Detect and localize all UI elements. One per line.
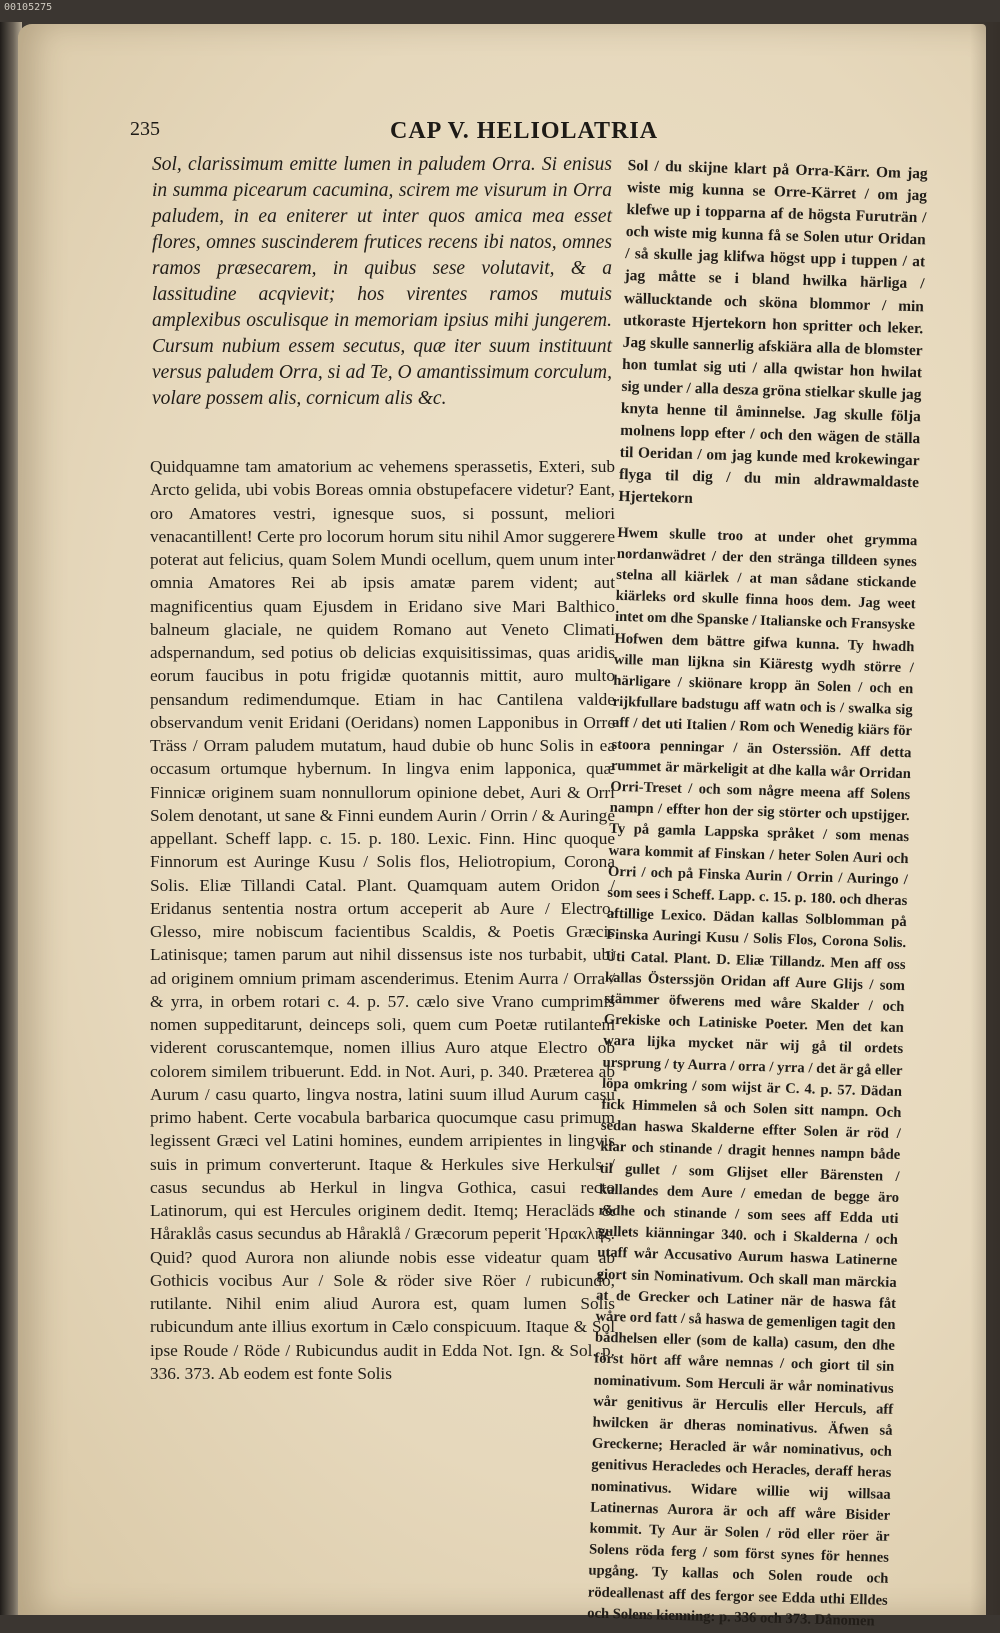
swedish-commentary-text: Hwem skulle troo at under ohet grymma nordanwädret / der den stränga tilldeen synes stelna all kiärlek / at man sådane stickande kiärleks ord skulle finna hoos dem. Jag weet intet om dhe Spanske / Italianske och Fransyske Hofwen dem bättre gifwa kunna. Ty hwadh wille man lijkna sin Kiärestg wydh större / härligare / skiönare kropp än Solen / och en rijkfullare badstugu aff watn och is / swalka sig aff / det uti Italien / Rom och Wenedig kiärs för stoora penningar / än Osterssiön. Aff detta rummet är märkeligit at dhe kalla wår Orridan Orri-Treset / och som någre meena aff Solens nampn / effter hon der sig störter och upstijger. Ty på gamla Lappska språket / som menas wara kommit af Finskan / heter Solen Auri och Orri / och på Finska Aurin / Orrin / Auringo / som sees i Scheff. Lapp. c. 15. p. 180. och dheras aftillige Lexico. Dädan kallas Solblomman på Finska Auringi Kusu / Solis Flos, Corona Solis. Uti Catal. Plant. D. Eliæ Tillandz. Men aff oss kallas Österssjön Oridan aff Aure Glijs / som stämmer öfwerens med wåre Skalder / och Grekiske och Latiniske Poeter. Men det kan wara lijka mycket när wij gå til ordets ursprung / ty Aurra / orra / yrra / det är gå eller löpa omkring / som wijst är C. 4. p. 57. Dädan fick Himmelen så och Solen sitt nampn. Och sedan haswa Skalderne effter Solen är röd / klar och stinande / dragit hennes nampn både til gullet / som Glijset eller Bärensten / kallandes dem Aure / emedan de begge äro rödhe och stinande / som sees aff Edda uti gullets kiänningar 340. och i Skalderna / och utaff wår Accusativo Aurum haswa Latinerne giort sin Nominativum. Och skall man märckia at de Grecker och Latiner när de haswa fåt wåre ord fatt / så haswa de gemenligen tagit den bådhelsen eller (som de kalla) casum, den dhe först hört aff wåre nemnas / och giort til sin nominativum. Som Herculi är wår nominativus wår genitivus är Herculis eller Herculs, aff hwilcken är dheras nominativus. Äfwen så Greckerne; Heracled är wår nominativus, och genitivus Heracledes och Heracles, deraff heras nominativus. Widare willie wij willsaa Latinernas Aurora är och aff wåre Bisider kommit. Ty Aur är Solen / röd eller röer är Solens röda ferg / som först synes för hennes upgång. Ty kallas och Solen roude och rödeallenast aff des fergor see Edda uthi Elldes och Solens kienning: p. 336 och 373. Dånomen — [587, 524, 918, 1630]
page-shadow — [970, 22, 1000, 1615]
page-number: 235 — [130, 118, 160, 140]
running-head: CAP V. HELIOLATRIA — [390, 118, 659, 144]
scan-id: 00105275 — [4, 2, 53, 13]
swedish-verse-text: Sol / du skijne klart på Orra-Kärr. Om jag wiste mig kunna se Orre-Kärret / om jag klefwe up i topparna af de högsta Furuträn / och wiste mig kunna få se Solen utur Oridan / så skulle jag klifwa högst upp i tuppen / at jag måtte se i bland hwilka härliga / wällucktande och sköna blommor / min utkoraste Hjertekorn hon spritter och leker. Jag skulle sannerlig afskiära alla de blomster hon tumlat sig uti / alla qwistar hon hwilat sig under / alla desza gröna stielkar skulle jag knyta henne til åminnelse. Jag skulle följa molnens lopp efter / och den wägen de ställa til Oeridan / om jag kunde med krokewingar flyga til dig / du min aldrawmaldaste Hjertekorn — [618, 156, 928, 508]
latin-italic-text: Sol, clarissimum emitte lumen in paludem Orra. Si enisus in summa picearum cacumina, scirem me visurum in Orra paludem, in ea eniterer ut inter quos amica mea esset flores, omnes suscinderem frutices recens ibi natos, omnes ramos præsecarem, in quibus sese volutavit, & a lassitudine acqvievit; hos virentes ramos mutuis amplexibus osculisque in memoriam ipsius mihi jungerem. Cursum nubium essem secutus, quæ iter suum instituunt versus paludem Orra, si ad Te, O amantissimum corculum, volare possem alis, cornicum alis &c. — [152, 154, 612, 409]
latin-commentary — [150, 455, 615, 1385]
latin-commentary-text: Quidquamne tam amatorium ac vehemens sperassetis, Exteri, sub Arcto gelida, ubi vobis Boreas omnia obstupefacere videtur? Eant, oro Amatores vestri, ignesque suos, si possunt, meliori venacantillent! Certe pro locorum horum situ nihil Amor suggerere poterat aut felicius, quam Solem Mundi ocellum, quem unum inter omnia Amatores Rei ab ipsis amatæ parem vident; aut magnificentius quam Ejusdem in Eridano sive Mari Balthico balneum glaciale, ne quidem Romano aut Veneto Climati adspernandum, sed potius ob delicias exquisitissimas, quas aridis eorum faucibus in potu frigidæ quotannis mittit, aurо multo pensandum redimendumque. Etiam in hac Cantilena valde observandum venit Eridani (Oeridans) nomen Lapponibus in Orre Träss / Orram paludem mutatum, haud dubie ob hunc Solis in ea occasum ortumque hybernum. In lingva enim lapponica, quæ Finnicæ originem suam nonnullorum opinione debet, Auri & Orri Solem denotant, ut sane & Finni eundem Aurin / Orrin / & Auringe appellant. Scheff lapp. c. 15. p. 180. Lexic. Finn. Hinc quoque Finnorum est Auringe Kusu / Solis flos, Heliotropium, Corona Solis. Eliæ Tillandi Catal. Plant. Quamquam autem Oridon / Eridanus sententia nostra ortum acceperit ab Aure / Electro, Glesso, mire nobiscum facientibus Scaldis, & Poetis Græcis Latinisque; tamen parum aut nihil dissensus iste nos turbabit, ubi ad originem omnium primam ascenderimus. Etenim Aurra / Orra / & yrra, in orbem rotari c. 4. p. 57. cælo sive Vrano cumprimis nomen suppeditarunt, deinceps soli, quem cum Poetæ rutilantem viderent coruscantemque, nomen illius Auro atque Electro ob colorem similem tribuerunt. Edd. in Not. Auri, p. 340. Præterea ab Aurum / casu quarto, lingva nostra, latini suum illud Aurum casu primo habent. Certe vocabula barbarica quocumque casu primum legissent Græci vel Latini homines, eundem arripientes in lingvis suis in primum converterunt. Itaque & Herkules sive Herkuls / casus secundus ab Herkul in lingva Gothica, casui recto Latinorum, qui est Hercules originem dedit. Itemq; Heracläds & Håraklås casus secundus ab Håraklå / Græcorum peperit Ἡρακλῆς. Quid? quod Aurora non aliunde nobis esse videatur quam ab Gothicis vocibus Aur / Sole & röder sive Röer / rubicundo, rutilante. Nihil enim aliud Aurora est, quam lumen Solis rubicundum ante illius exortum in Cælo conspicuum. Itaque & Sol ipse Roude / Röde / Rubicundus audit in Edda Not. Ign. & Sol. p. 336. 373. Ab eodem est fonte Solis — [150, 457, 615, 1383]
latin-italic-verse — [152, 152, 612, 412]
swedish-column — [587, 155, 928, 1633]
page-header — [130, 118, 930, 148]
